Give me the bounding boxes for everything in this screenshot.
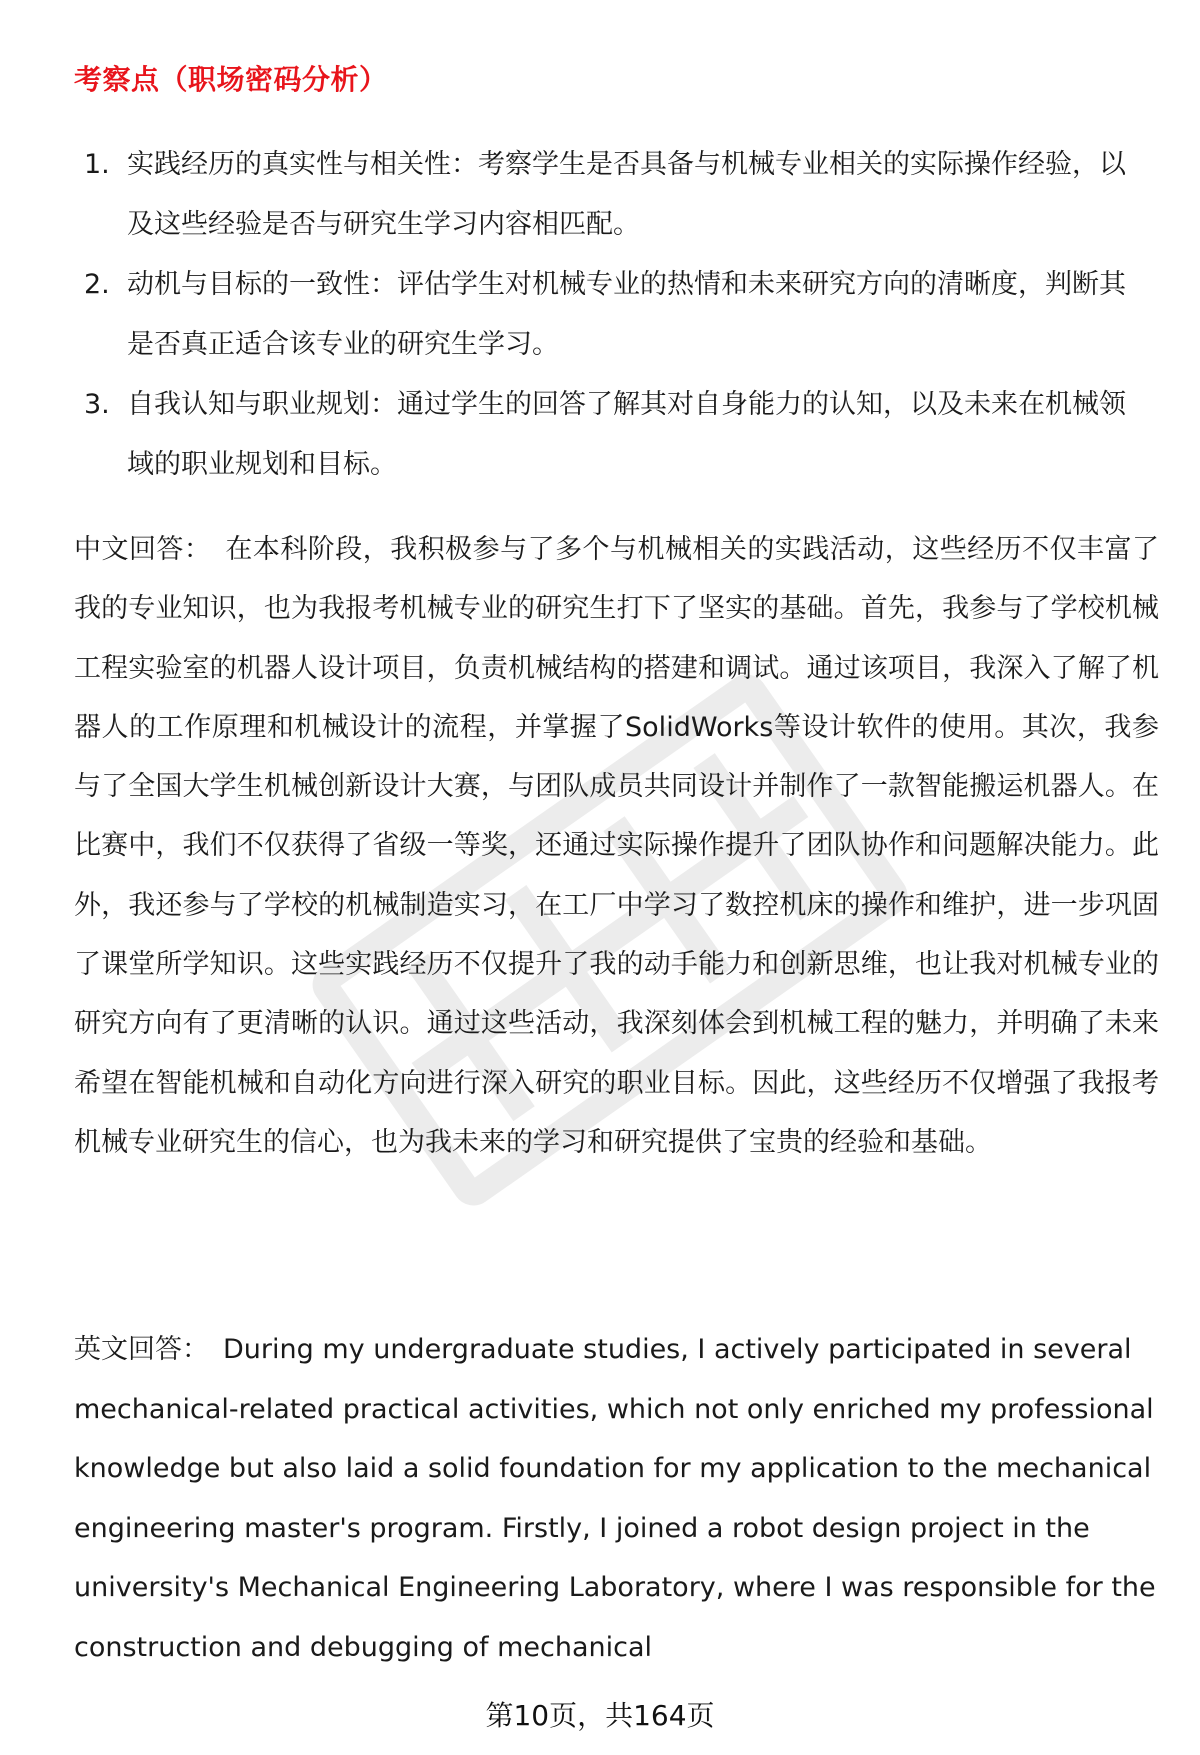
point-text: 实践经历的真实性与相关性：考察学生是否具备与机械专业相关的实际操作经验，以及这些经验是否与研究生学习内容相匹配。 (127, 149, 1126, 240)
point-text: 自我认知与职业规划：通过学生的回答了解其对自身能力的认知，以及未来在机械领域的职业规划和目标。 (127, 389, 1126, 480)
chinese-answer-paragraph (74, 520, 1159, 1172)
section-title: 考察点（职场密码分析） (74, 63, 388, 96)
assessment-point (74, 375, 1144, 495)
point-text: 动机与目标的一致性：评估学生对机械专业的热情和未来研究方向的清晰度，判断其是否真正适合该专业的研究生学习。 (127, 269, 1126, 360)
assessment-points-list (74, 135, 1144, 495)
chinese-answer-text: 在本科阶段，我积极参与了多个与机械相关的实践活动，这些经历不仅丰富了我的专业知识，也为我报考机械专业的研究生打下了坚实的基础。首先，我参与了学校机械工程实验室的机器人设计项目，负责机械结构的搭建和调试。通过该项目，我深入了解了机器人的工作原理和机械设计的流程，并掌握了SolidWorks等设计软件的使用。其次，我参与了全国大学生机械创新设计大赛，与团队成员共同设计并制作了一款智能搬运机器人。在比赛中，我们不仅获得了省级一等奖，还通过实际操作提升了团队协作和问题解决能力。此外，我还参与了学校的机械制造实习，在工厂中学习了数控机床的操作和维护，进一步巩固了课堂所学知识。这些实践经历不仅提升了我的动手能力和创新思维，也让我对机械专业的研究方向有了更清晰的认识。通过这些活动，我深刻体会到机械工程的魅力，并明确了未来希望在智能机械和自动化方向进行深入研究的职业目标。因此，这些经历不仅增强了我报考机械专业研究生的信心，也为我未来的学习和研究提供了宝贵的经验和基础。 (74, 534, 1160, 1158)
english-answer-paragraph (74, 1320, 1159, 1677)
assessment-point (74, 255, 1144, 375)
assessment-point (74, 135, 1144, 255)
chinese-answer-label: 中文回答： (74, 534, 212, 565)
point-number: 1. (84, 149, 110, 180)
point-number: 3. (84, 389, 110, 420)
english-answer-label: 英文回答： (74, 1334, 209, 1365)
english-answer-text: During my undergraduate studies, I actively participated in several mechanical-related practical activities, which not only enriched my professional knowledge but also laid a solid foundation for my application to the mechanical engineering master's program. Firstly, I joined a robot design project in the university's Mechanical Engineering Laboratory, where I was responsible for the construction and debugging of mechanical (74, 1334, 1156, 1663)
page-number-footer: 第10页，共164页 (485, 1699, 715, 1732)
point-number: 2. (84, 269, 110, 300)
